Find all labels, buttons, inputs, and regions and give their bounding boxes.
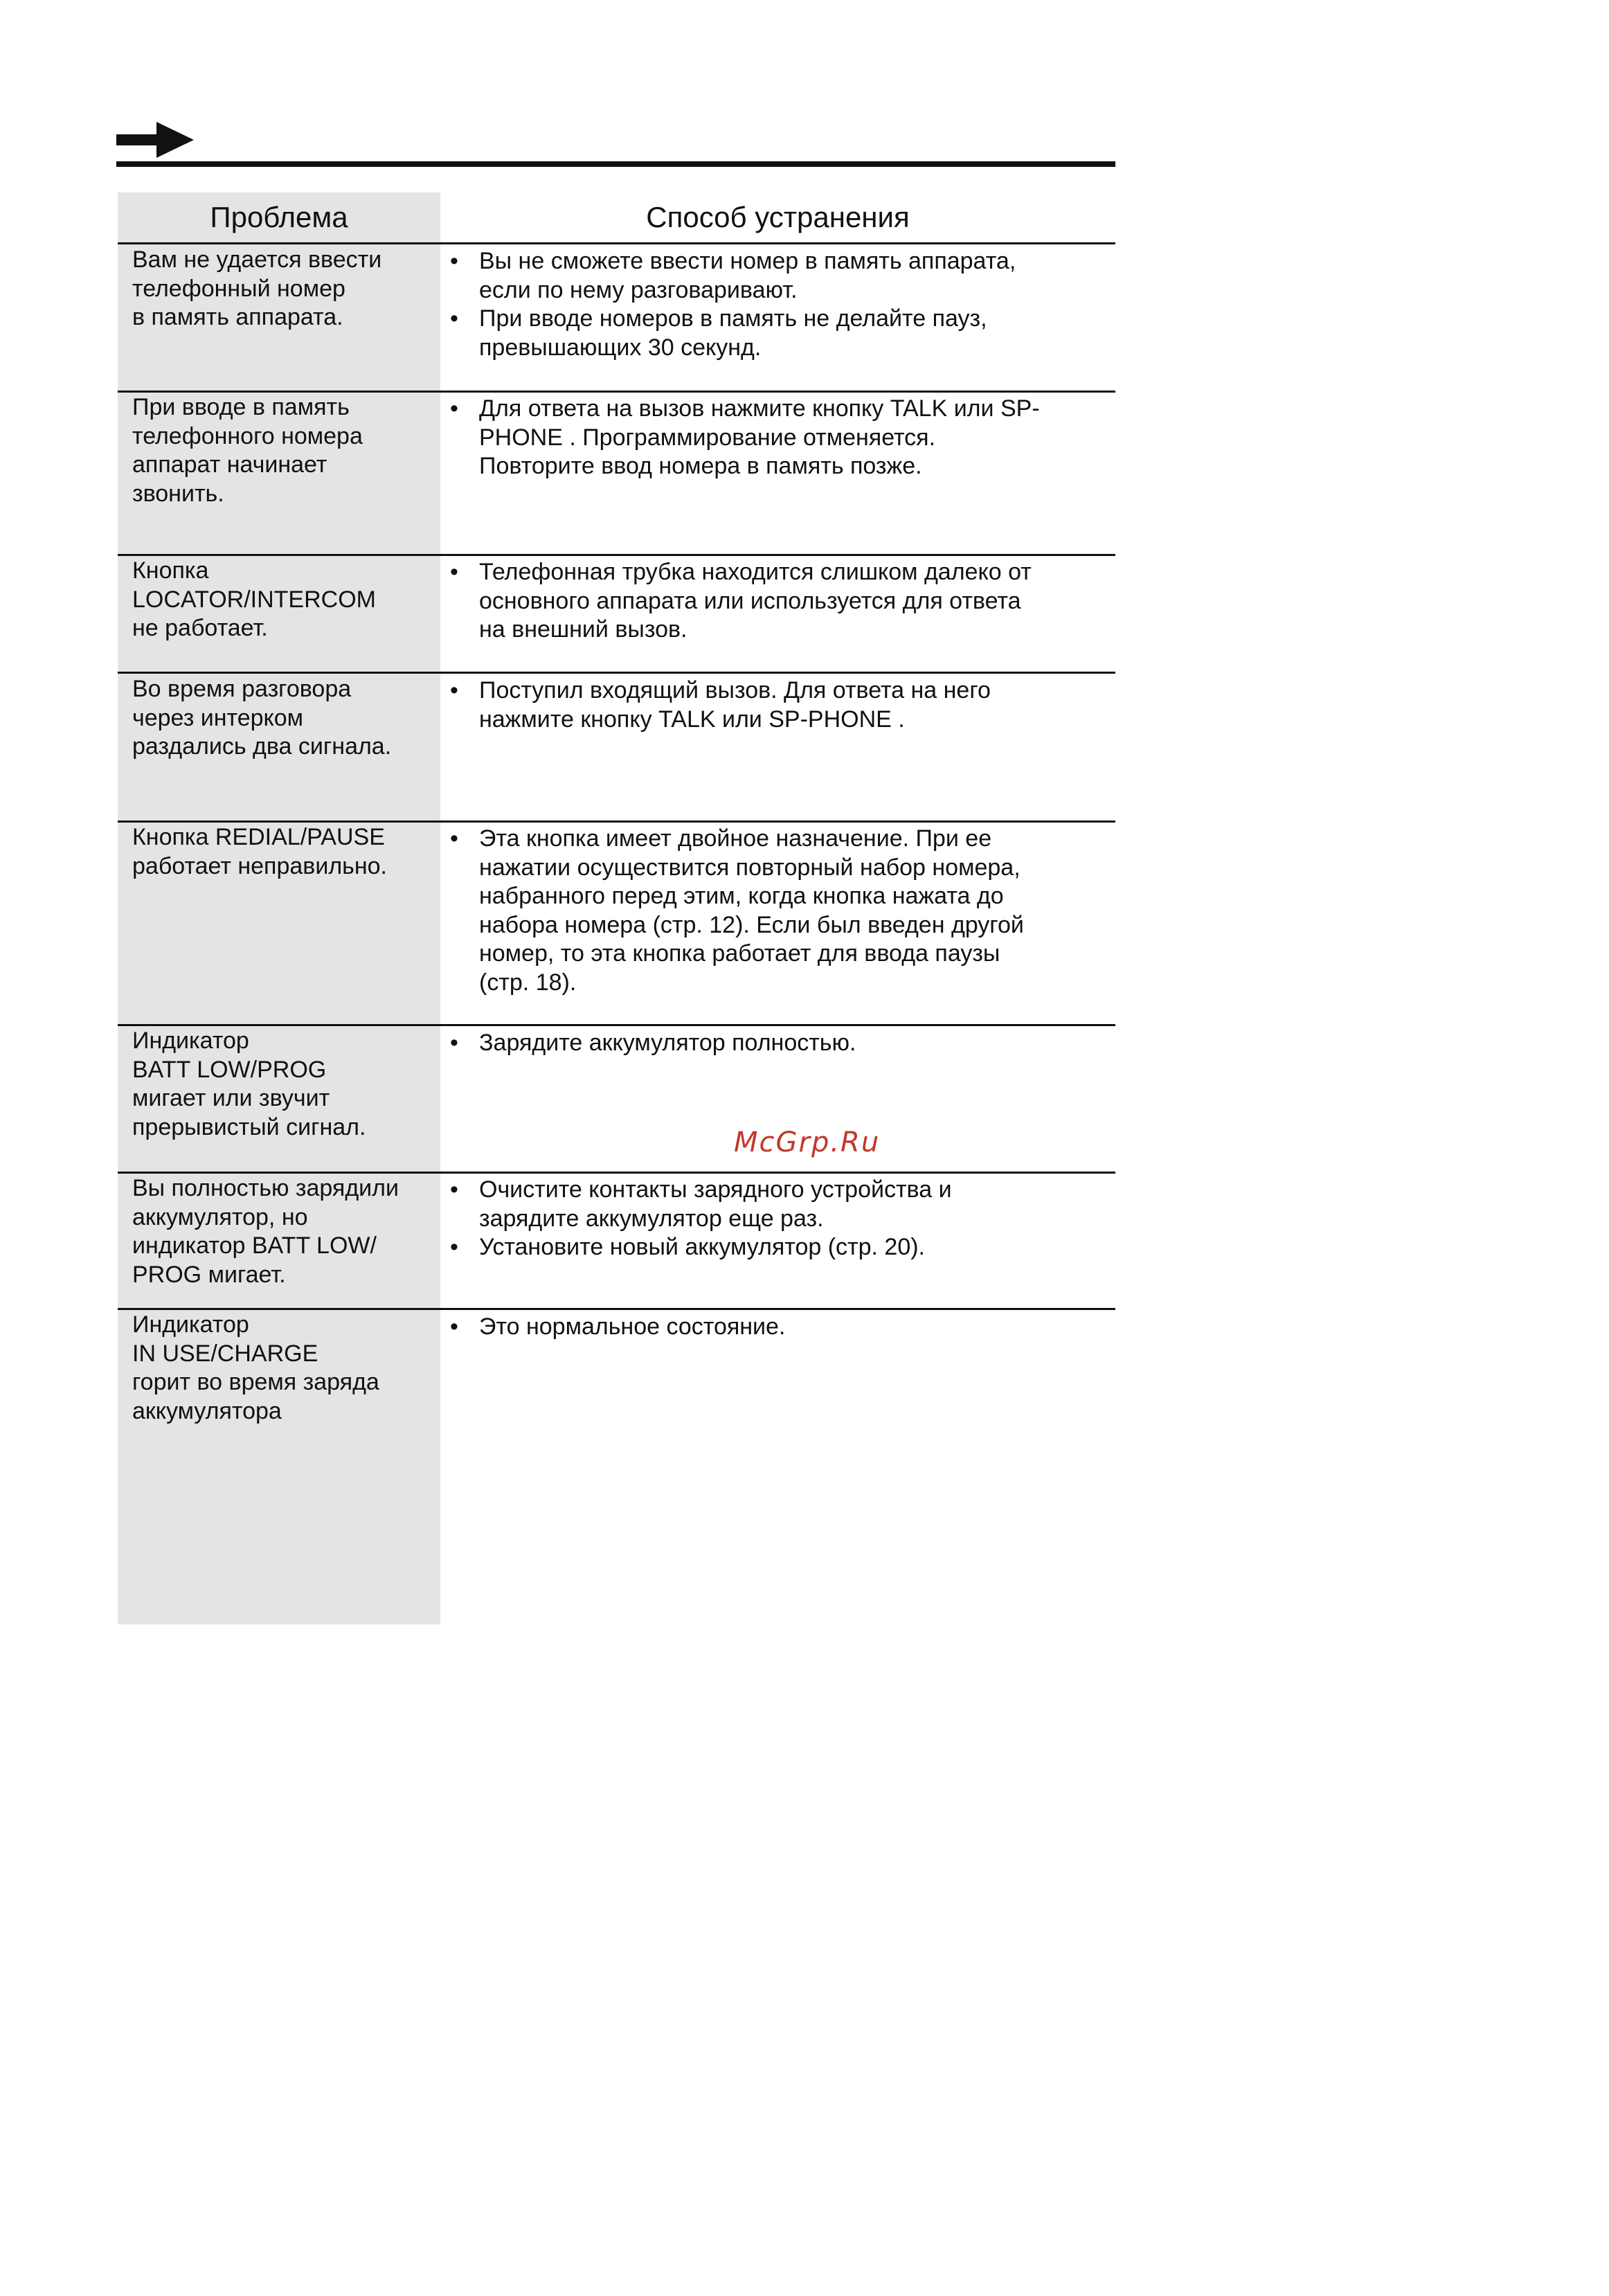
arrow-right-icon <box>116 122 194 158</box>
problem-cell: Кнопка LOCATOR/INTERCOM не работает. <box>132 557 376 641</box>
solution-item: • Установите новый аккумулятор (стр. 20). <box>449 1233 1106 1262</box>
problem-cell: Вы полностью зарядили аккумулятор, но индикатор BATT LOW/ PROG мигает. <box>132 1175 399 1288</box>
header-problem: Проблема <box>210 201 348 233</box>
bullet: • <box>450 559 458 585</box>
bullet: • <box>450 1176 458 1203</box>
row-divider <box>118 1308 1115 1310</box>
solution-item: • Вы не сможете ввести номер в память аппарата, если по нему разговаривают. <box>449 247 1106 305</box>
solution-cell <box>449 1176 1106 1262</box>
bullet: • <box>450 677 458 703</box>
solution-cell <box>449 395 1106 481</box>
bullet: • <box>450 305 458 332</box>
solution-cell <box>449 825 1106 997</box>
problem-cell: При вводе в память телефонного номера аппарат начинает звонить. <box>132 394 363 507</box>
row-divider <box>118 554 1115 556</box>
watermark: McGrp.Ru <box>734 1127 881 1158</box>
solution-cell <box>449 558 1106 645</box>
row-divider <box>118 820 1115 823</box>
solution-item: • При вводе номеров в память не делайте пауз, превышающих 30 секунд. <box>449 305 1106 362</box>
bullet: • <box>450 1234 458 1260</box>
problem-cell: Индикатор BATT LOW/PROG мигает или звучит прерывистый сигнал. <box>132 1028 366 1140</box>
solution-item: • Это нормальное состояние. <box>449 1313 1106 1342</box>
problem-cell: Индикатор IN USE/CHARGE горит во время заряда аккумулятора <box>132 1311 379 1424</box>
solution-cell <box>449 1313 1106 1342</box>
problem-cell: Вам не удается ввести телефонный номер в память аппарата. <box>132 246 382 330</box>
problem-cell: Во время разговора через интерком раздались два сигнала. <box>132 676 392 760</box>
bullet: • <box>450 248 458 274</box>
solution-cell <box>449 676 1106 734</box>
row-divider <box>118 1024 1115 1026</box>
header-solution: Способ устранения <box>646 201 910 233</box>
bullet: • <box>450 395 458 422</box>
solution-item: • Зарядите аккумулятор полностью. <box>449 1029 1106 1058</box>
solution-cell <box>449 247 1106 362</box>
solution-item: • Телефонная трубка находится слишком далеко от основного аппарата или используется для ответа на внешний вызов. <box>449 558 1106 645</box>
solution-item: • Эта кнопка имеет двойное назначение. При ее нажатии осуществится повторный набор номера, набранного перед этим, когда кнопка нажата до набора номера (стр. 12). Если был введен другой номер, то эта кнопка работает для ввода паузы (стр. 18). <box>449 825 1106 997</box>
bullet: • <box>450 1030 458 1056</box>
row-divider <box>118 242 1115 244</box>
problem-cell: Кнопка REDIAL/PAUSE работает неправильно. <box>132 824 388 879</box>
row-divider <box>118 1172 1115 1174</box>
bullet: • <box>450 1313 458 1340</box>
solution-item: • Для ответа на вызов нажмите кнопку TALK или SP- PHONE . Программирование отменяется. Повторите ввод номера в память позже. <box>449 395 1106 481</box>
solution-item: • Очистите контакты зарядного устройства и зарядите аккумулятор еще раз. <box>449 1176 1106 1233</box>
solution-item: • Поступил входящий вызов. Для ответа на него нажмите кнопку TALK или SP-PHONE . <box>449 676 1106 734</box>
row-divider <box>118 672 1115 674</box>
bullet: • <box>450 825 458 852</box>
solution-cell <box>449 1029 1106 1058</box>
row-divider <box>118 391 1115 393</box>
top-rule <box>116 161 1115 167</box>
